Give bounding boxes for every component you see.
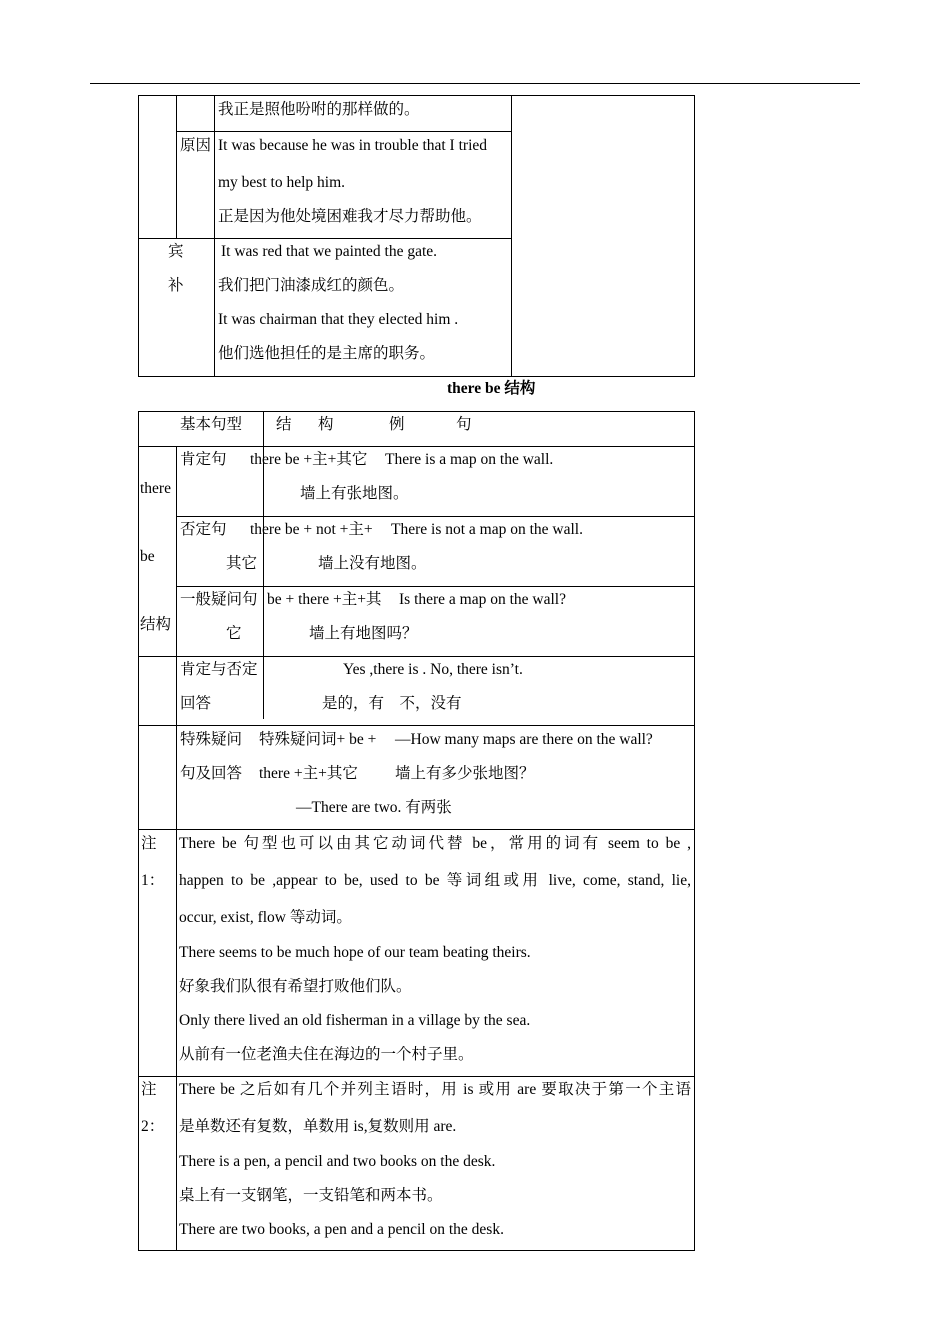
tb-row1-translation: 墙上有张地图。 [300, 485, 409, 502]
tb-row2-type: 否定句 [180, 521, 227, 538]
note1-label-1: 注 [141, 835, 157, 852]
note1-line-2: happen to be ,appear to be, used to be 等词组或用 live, come, stand, lie, [179, 872, 691, 889]
tb-side-label-1: there [140, 480, 171, 497]
tb-row-line-6 [138, 1076, 695, 1077]
note2-line-3: There is a pen, a pencil and two books on the desk. [179, 1153, 496, 1170]
note2-line-2: 是单数还有复数，单数用 is,复数则用 are. [179, 1118, 457, 1135]
top-row3-label-2: 补 [168, 277, 184, 294]
tb-header-example-2: 句 [456, 416, 472, 433]
tb-row1-structure: there be +主+其它 [250, 451, 368, 468]
tb-side-label-3: 结构 [140, 616, 172, 633]
tb-row-line-1 [176, 516, 695, 517]
tb-row1-type: 肯定句 [180, 451, 227, 468]
tb-header-basic-pattern: 基本句型 [180, 416, 243, 433]
tb-row3-translation: 墙上有地图吗？ [309, 625, 418, 642]
note1-line-4: There seems to be much hope of our team beating theirs. [179, 944, 531, 961]
tb-row-line-2 [176, 586, 695, 587]
tb-header-example-1: 例 [389, 416, 405, 433]
top-row2-line-1: It was because he was in trouble that I tried [218, 137, 488, 154]
tb-row2-translation: 墙上没有地图。 [318, 555, 427, 572]
tb-row4-translation: 是的，有 不，没有 [322, 695, 462, 712]
note1-label-2: 1： [141, 872, 165, 889]
top-table-row-line-2 [138, 238, 512, 239]
tb-row1-example: There is a map on the wall. [385, 451, 554, 468]
top-table-col-line-2 [214, 95, 215, 377]
note1-line-7: 从前有一位老渔夫住在海边的一个村子里。 [179, 1046, 474, 1063]
tb-row4-type-1: 肯定与否定 [180, 661, 258, 678]
tb-header-structure-1: 结 [276, 416, 292, 433]
top-row3-line-1: It was red that we painted the gate. [221, 243, 438, 260]
tb-row-line-4 [138, 725, 695, 726]
top-row3-line-3: It was chairman that they elected him . [218, 311, 459, 328]
note1-line-6: Only there lived an old fisherman in a village by the sea. [179, 1012, 531, 1029]
top-table-col-line-3 [511, 95, 512, 377]
tb-special-type-1: 特殊疑问 [180, 731, 243, 748]
tb-row2-structure-cont: 其它 [226, 555, 258, 572]
note2-label-2: 2： [141, 1118, 165, 1135]
note2-line-1: There be 之后如有几个并列主语时，用 is 或用 are 要取决于第一个主语 [179, 1081, 691, 1098]
top-table-col-line-1 [176, 95, 177, 238]
section-title: there be 结构 [447, 380, 536, 397]
tb-row3-type: 一般疑问句 [180, 591, 258, 608]
tb-row2-example: There is not a map on the wall. [391, 521, 583, 538]
tb-row3-example: Is there a map on the wall? [399, 591, 566, 608]
note2-line-5: There are two books, a pen and a pencil on the desk. [179, 1221, 504, 1238]
tb-special-example-2: 墙上有多少张地图？ [395, 765, 535, 782]
tb-special-example-1: —How many maps are there on the wall? [395, 731, 653, 748]
tb-row-line-5 [138, 829, 695, 830]
tb-special-example-3: —There are two. 有两张 [296, 799, 452, 816]
header-rule [90, 83, 860, 84]
tb-col-line-side [176, 446, 177, 1251]
tb-row4-example: Yes ,there is . No, there isn’t. [343, 661, 523, 678]
note2-line-4: 桌上有一支钢笔，一支铅笔和两本书。 [179, 1187, 443, 1204]
tb-special-structure-1: 特殊疑问词+ be + [259, 731, 377, 748]
tb-row2-structure: there be + not +主+ [250, 521, 373, 538]
top-row2-label: 原因 [180, 137, 212, 154]
note2-label-1: 注 [141, 1081, 157, 1098]
top-row2-line-2: my best to help him. [218, 174, 346, 191]
note1-line-1: There be 句型也可以由其它动词代替 be，常用的词有 seem to be , [179, 835, 691, 852]
top-table-row-line-1 [176, 131, 512, 132]
note1-line-3: occur, exist, flow 等动词。 [179, 909, 352, 926]
top-row3-label-1: 宾 [168, 243, 184, 260]
tb-special-structure-2: there +主+其它 [259, 765, 358, 782]
tb-side-label-2: be [140, 548, 155, 565]
tb-row3-structure-cont: 它 [226, 625, 242, 642]
tb-header-structure-2: 构 [318, 416, 334, 433]
note1-line-5: 好象我们队很有希望打败他们队。 [179, 978, 412, 995]
tb-row-line-3 [138, 656, 695, 657]
top-row2-line-3: 正是因为他处境困难我才尽力帮助他。 [218, 208, 482, 225]
top-row1-text: 我正是照他吩咐的那样做的。 [218, 101, 420, 118]
tb-row4-type-2: 回答 [180, 695, 212, 712]
tb-row-line-header [138, 446, 695, 447]
top-row3-line-4: 他们选他担任的是主席的职务。 [218, 345, 436, 362]
top-row3-line-2: 我们把门油漆成红的颜色。 [218, 277, 405, 294]
tb-special-type-2: 句及回答 [180, 765, 243, 782]
tb-row3-structure: be + there +主+其 [267, 591, 382, 608]
